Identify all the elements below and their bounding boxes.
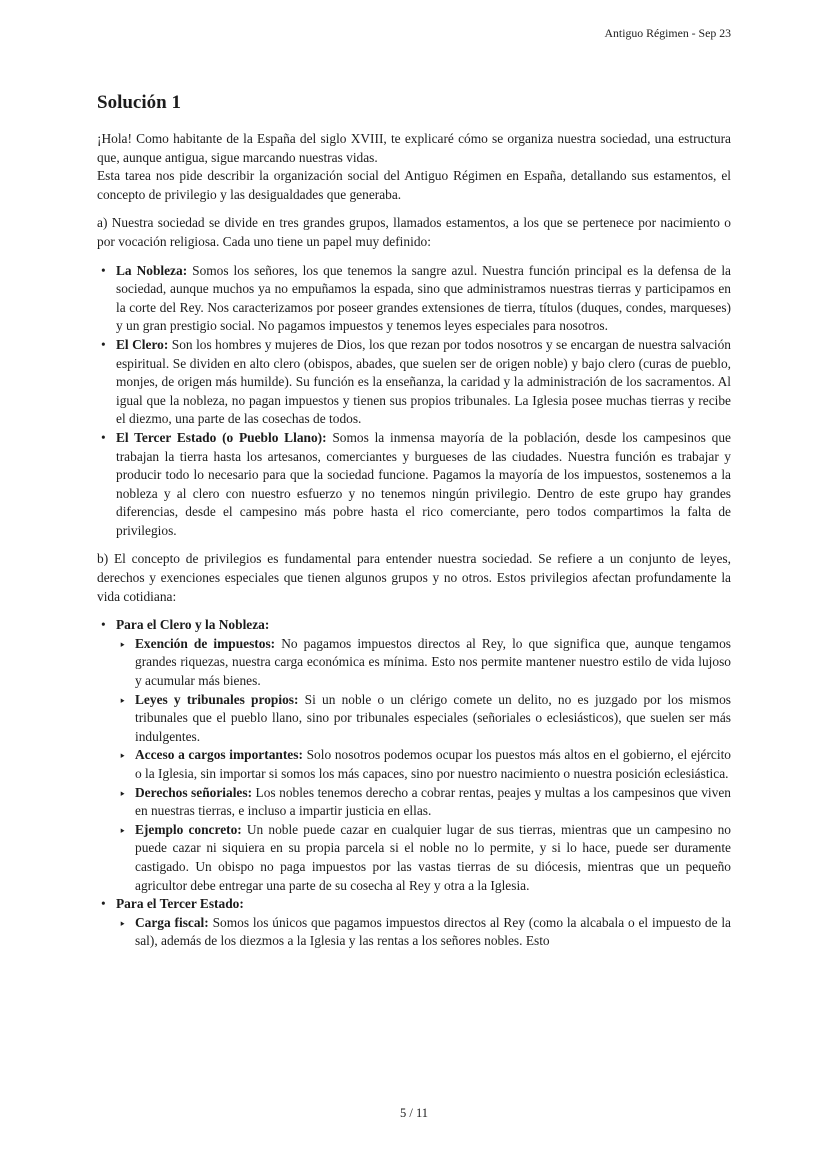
item-label: Ejemplo concreto:: [135, 821, 242, 837]
sub-list-item: [97, 784, 731, 821]
sub-bullet-icon: ‣: [119, 786, 126, 801]
list-item-text: [135, 635, 731, 691]
estamentos-list: [97, 262, 731, 541]
list-item-group: [97, 895, 731, 914]
page-number: 5 / 11: [399, 1106, 428, 1120]
sub-list-item: [97, 821, 731, 895]
intro-line-1: ¡Hola! Como habitante de la España del siglo XVIII, te explicaré cómo se organiza nuestra sociedad, una estructura que, aunque antigua, sigue marcando nuestras vidas.: [97, 131, 731, 165]
bullet-icon: •: [101, 262, 106, 278]
bullet-icon: •: [101, 896, 106, 912]
item-body: Somos los señores, los que tenemos la sangre azul. Nuestra función principal es la defensa de la sociedad, aunque muchos ya no empuñamos la espada, sino que administramos nuestras tierras y participamos en la corte del Rey. Nos caracterizamos por poseer grandes extensiones de tierra, títulos (duques, condes, marqueses) y un gran prestigio social. No pagamos impuestos y tenemos leyes especiales para nosotros.: [116, 262, 731, 334]
item-body: Son los hombres y mujeres de Dios, los que rezan por todos nosotros y se encargan de nuestra salvación espiritual. Se dividen en alto clero (obispos, abades, que suelen ser de origen noble) y bajo clero (curas de pueblo, monjes, de origen más humilde). Su función es la enseñanza, la caridad y la administración de los sacramentos. Al igual que la nobleza, no pagan impuestos y tienen sus propios tribunales. La Iglesia posee muchas tierras y recibe el diezmo, una parte de las cosechas de todos.: [116, 336, 731, 427]
sub-bullet-icon: ‣: [119, 693, 126, 708]
item-label: Derechos señoriales:: [135, 784, 253, 800]
list-item-text: [135, 746, 731, 783]
item-label: Leyes y tribunales propios:: [135, 691, 299, 707]
page-title: Solución 1: [97, 92, 181, 113]
item-body: Somos los únicos que pagamos impuestos directos al Rey (como la alcabala o el impuesto de la sal), además de los diezmos a la Iglesia y las rentas a los señores nobles. Esto: [135, 914, 731, 949]
item-label: El Tercer Estado (o Pueblo Llano):: [116, 429, 327, 445]
list-item: [97, 336, 731, 429]
list-item-text: [116, 616, 731, 635]
list-item-group: [97, 616, 731, 635]
list-item-text: [135, 784, 731, 821]
sub-bullet-icon: ‣: [119, 823, 126, 838]
sub-list-item: [97, 691, 731, 747]
item-label: El Clero:: [116, 336, 169, 352]
document-body: [97, 0, 731, 951]
item-body: Si un noble o un clérigo comete un delito, no es juzgado por los mismos tribunales que el pueblo llano, sino por tribunales especiales (señoriales o eclesiásticos), que suelen ser más indulgentes.: [135, 691, 731, 744]
item-body: Somos la inmensa mayoría de la población, desde los campesinos que trabajan la tierra hasta los artesanos, comerciantes y burgueses de las ciudades. Nuestra función es trabajar y producir todo lo necesario para que la sociedad funcione. Pagamos la mayoría de los impuestos, sostenemos a la nobleza y al clero con nuestro esfuerzo y no tenemos ningún privilegio. Dentro de este grupo hay grandes diferencias, desde el campesino más pobre hasta el rico comerciante, pero todos compartimos la falta de privilegios.: [116, 429, 731, 538]
paragraph-section-b: b) El concepto de privilegios es fundamental para entender nuestra sociedad. Se refiere a un conjunto de leyes, derechos y exenciones especiales que tienen algunos grupos y no otros. Estos privilegios afectan profundamente la vida cotidiana:: [97, 551, 731, 604]
privileges-list: [97, 616, 731, 951]
item-label: La Nobleza:: [116, 262, 188, 278]
sub-bullet-icon: ‣: [119, 637, 126, 652]
intro-line-2: Esta tarea nos pide describir la organización social del Antiguo Régimen en España, detallando sus estamentos, el concepto de privilegio y las desigualdades que generaba.: [97, 168, 731, 202]
item-body: Los nobles tenemos derecho a cobrar rentas, peajes y multas a los campesinos que viven en nuestras tierras, e incluso a impartir justicia en ellas.: [135, 784, 731, 819]
paragraph-section-a: a) Nuestra sociedad se divide en tres grandes grupos, llamados estamentos, a los que se pertenece por nacimiento o por vocación religiosa. Cada uno tiene un papel muy definido:: [97, 215, 731, 249]
list-item: [97, 429, 731, 541]
group-label: Para el Clero y la Nobleza:: [116, 617, 270, 633]
sub-list-item: [97, 746, 731, 783]
list-item-text: [116, 262, 731, 336]
sub-bullet-icon: ‣: [119, 916, 126, 931]
list-item: [97, 262, 731, 336]
bullet-icon: •: [101, 336, 106, 352]
list-item-text: [135, 914, 731, 951]
item-label: Carga fiscal:: [135, 914, 209, 930]
item-label: Exención de impuestos:: [135, 635, 276, 651]
item-body: No pagamos impuestos directos al Rey, lo que significa que, aunque tengamos grandes riquezas, nuestra carga económica es mínima. Esto nos permite mantener nuestro estilo de vida lujoso y acumular más bienes.: [135, 635, 731, 689]
sub-list-item: [97, 635, 731, 691]
intro-paragraph: [97, 130, 731, 204]
item-body: Solo nosotros podemos ocupar los puestos más altos en el gobierno, el ejército o la Iglesia, sin importar si somos los más capaces, sino por nuestro nacimiento o nuestra posición eclesiástica.: [135, 747, 731, 781]
sub-list-item: [97, 914, 731, 951]
bullet-icon: •: [101, 617, 106, 633]
bullet-icon: •: [101, 429, 106, 445]
item-body: Un noble puede cazar en cualquier lugar de sus tierras, mientras que un campesino no puede cazar ni siquiera en su propia parcela si el noble no lo permite, y si lo hace, puede ser duramente castigado. Un obispo no paga impuestos por las vastas tierras de su diócesis, mientras que un pequeño agricultor debe entregar una parte de su cosecha al Rey y otra a la Iglesia.: [135, 821, 731, 893]
list-item-text: [116, 895, 731, 914]
list-item-text: [116, 429, 731, 541]
list-item-text: [135, 821, 731, 895]
group-label: Para el Tercer Estado:: [116, 896, 244, 912]
list-item-text: [135, 691, 731, 747]
sub-bullet-icon: ‣: [119, 749, 126, 764]
list-item-text: [116, 336, 731, 429]
item-label: Acceso a cargos importantes:: [135, 747, 303, 763]
running-header: Antiguo Régimen - Sep 23: [604, 26, 731, 40]
